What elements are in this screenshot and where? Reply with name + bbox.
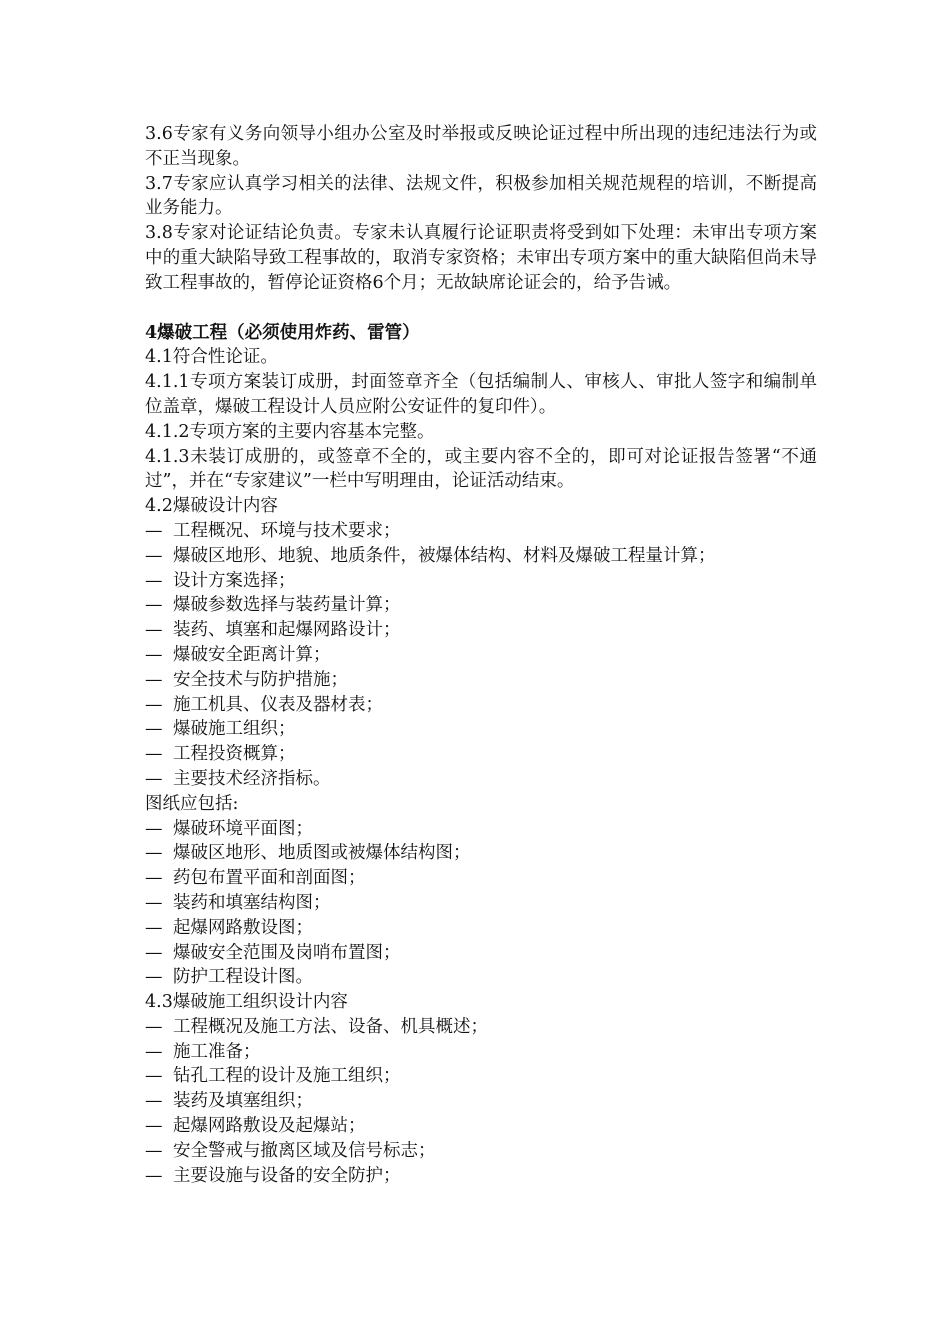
document-page: [145, 122, 817, 1188]
list-item: — 爆破安全距离计算；: [145, 643, 817, 668]
list-item: — 防护工程设计图。: [145, 965, 817, 990]
list-item: — 施工准备；: [145, 1040, 817, 1065]
list-item: — 主要技术经济指标。: [145, 767, 817, 792]
list-item: — 施工机具、仪表及器材表；: [145, 693, 817, 718]
dash-bullet: —: [145, 545, 163, 566]
list-item: — 设计方案选择；: [145, 569, 817, 594]
list-item: — 安全技术与防护措施；: [145, 668, 817, 693]
dash-bullet: —: [145, 570, 163, 591]
construction-items-list: [145, 1015, 817, 1189]
dash-bullet: —: [145, 1116, 163, 1137]
list-item: — 爆破区地形、地貌、地质条件，被爆体结构、材料及爆破工程量计算；: [145, 544, 817, 569]
clause-4-3-title: 4.3爆破施工组织设计内容: [145, 992, 348, 1013]
list-item: — 爆破参数选择与装药量计算；: [145, 593, 817, 618]
section-4-heading: 4爆破工程（必须使用炸药、雷管）: [145, 322, 420, 343]
dash-bullet: —: [145, 744, 163, 765]
drawings-label: 图纸应包括:: [145, 793, 239, 814]
section-gap: [145, 296, 817, 321]
clause-4-1-1: 4.1.1专项方案装订成册，封面签章齐全（包括编制人、审核人、审批人签字和编制单位盖章，爆破工程设计人员应附公安证件的复印件）。: [145, 372, 817, 417]
dash-bullet: —: [145, 868, 163, 889]
design-items-list: [145, 519, 817, 792]
list-item: — 主要设施与设备的安全防护；: [145, 1164, 817, 1189]
dash-bullet: —: [145, 1165, 163, 1186]
list-item: — 装药、填塞和起爆网路设计；: [145, 618, 817, 643]
clause-3-7: 3.7专家应认真学习相关的法律、法规文件，积极参加相关规范规程的培训，不断提高业务能力。: [145, 173, 817, 219]
dash-bullet: —: [145, 967, 163, 988]
list-item: — 工程概况及施工方法、设备、机具概述；: [145, 1015, 817, 1040]
dash-bullet: —: [145, 843, 163, 864]
dash-bullet: —: [145, 768, 163, 789]
list-item: — 爆破安全范围及岗哨布置图；: [145, 941, 817, 966]
dash-bullet: —: [145, 892, 163, 913]
list-item: — 药包布置平面和剖面图；: [145, 866, 817, 891]
dash-bullet: —: [145, 694, 163, 715]
list-item: — 钻孔工程的设计及施工组织；: [145, 1064, 817, 1089]
dash-bullet: —: [145, 1016, 163, 1037]
clause-4-1-3: 4.1.3未装订成册的，或签章不全的，或主要内容不全的，即可对论证报告签署“不通过”，并在“专家建议”一栏中写明理由，论证活动结束。: [145, 446, 817, 492]
dash-bullet: —: [145, 1066, 163, 1087]
clause-4-1: 4.1符合性论证。: [145, 347, 278, 368]
dash-bullet: —: [145, 917, 163, 938]
dash-bullet: —: [145, 942, 163, 963]
dash-bullet: —: [145, 1041, 163, 1062]
list-item: — 装药及填塞组织；: [145, 1089, 817, 1114]
list-item: — 工程概况、环境与技术要求；: [145, 519, 817, 544]
list-item: — 爆破环境平面图；: [145, 817, 817, 842]
dash-bullet: —: [145, 1140, 163, 1161]
dash-bullet: —: [145, 520, 163, 541]
dash-bullet: —: [145, 1091, 163, 1112]
list-item: — 起爆网路敷设及起爆站；: [145, 1114, 817, 1139]
dash-bullet: —: [145, 719, 163, 740]
list-item: — 起爆网路敷设图；: [145, 916, 817, 941]
dash-bullet: —: [145, 669, 163, 690]
clause-4-2-title: 4.2爆破设计内容: [145, 496, 278, 517]
dash-bullet: —: [145, 620, 163, 641]
dash-bullet: —: [145, 644, 163, 665]
drawing-items-list: [145, 817, 817, 991]
list-item: — 安全警戒与撤离区域及信号标志；: [145, 1139, 817, 1164]
clause-3-6: 3.6专家有义务向领导小组办公室及时举报或反映论证过程中所出现的违纪违法行为或不正当现象。: [145, 124, 817, 169]
dash-bullet: —: [145, 818, 163, 839]
clause-4-1-2: 4.1.2专项方案的主要内容基本完整。: [145, 421, 435, 442]
dash-bullet: —: [145, 595, 163, 616]
list-item: — 爆破区地形、地质图或被爆体结构图；: [145, 841, 817, 866]
list-item: — 工程投资概算；: [145, 742, 817, 767]
list-item: — 爆破施工组织；: [145, 717, 817, 742]
clause-3-8: 3.8专家对论证结论负责。专家未认真履行论证职责将受到如下处理：未审出专项方案中的重大缺陷导致工程事故的，取消专家资格；未审出专项方案中的重大缺陷但尚未导致工程事故的，暂停论证资格6个月；无故缺席论证会的，给予告诫。: [145, 223, 817, 293]
list-item: — 装药和填塞结构图；: [145, 891, 817, 916]
